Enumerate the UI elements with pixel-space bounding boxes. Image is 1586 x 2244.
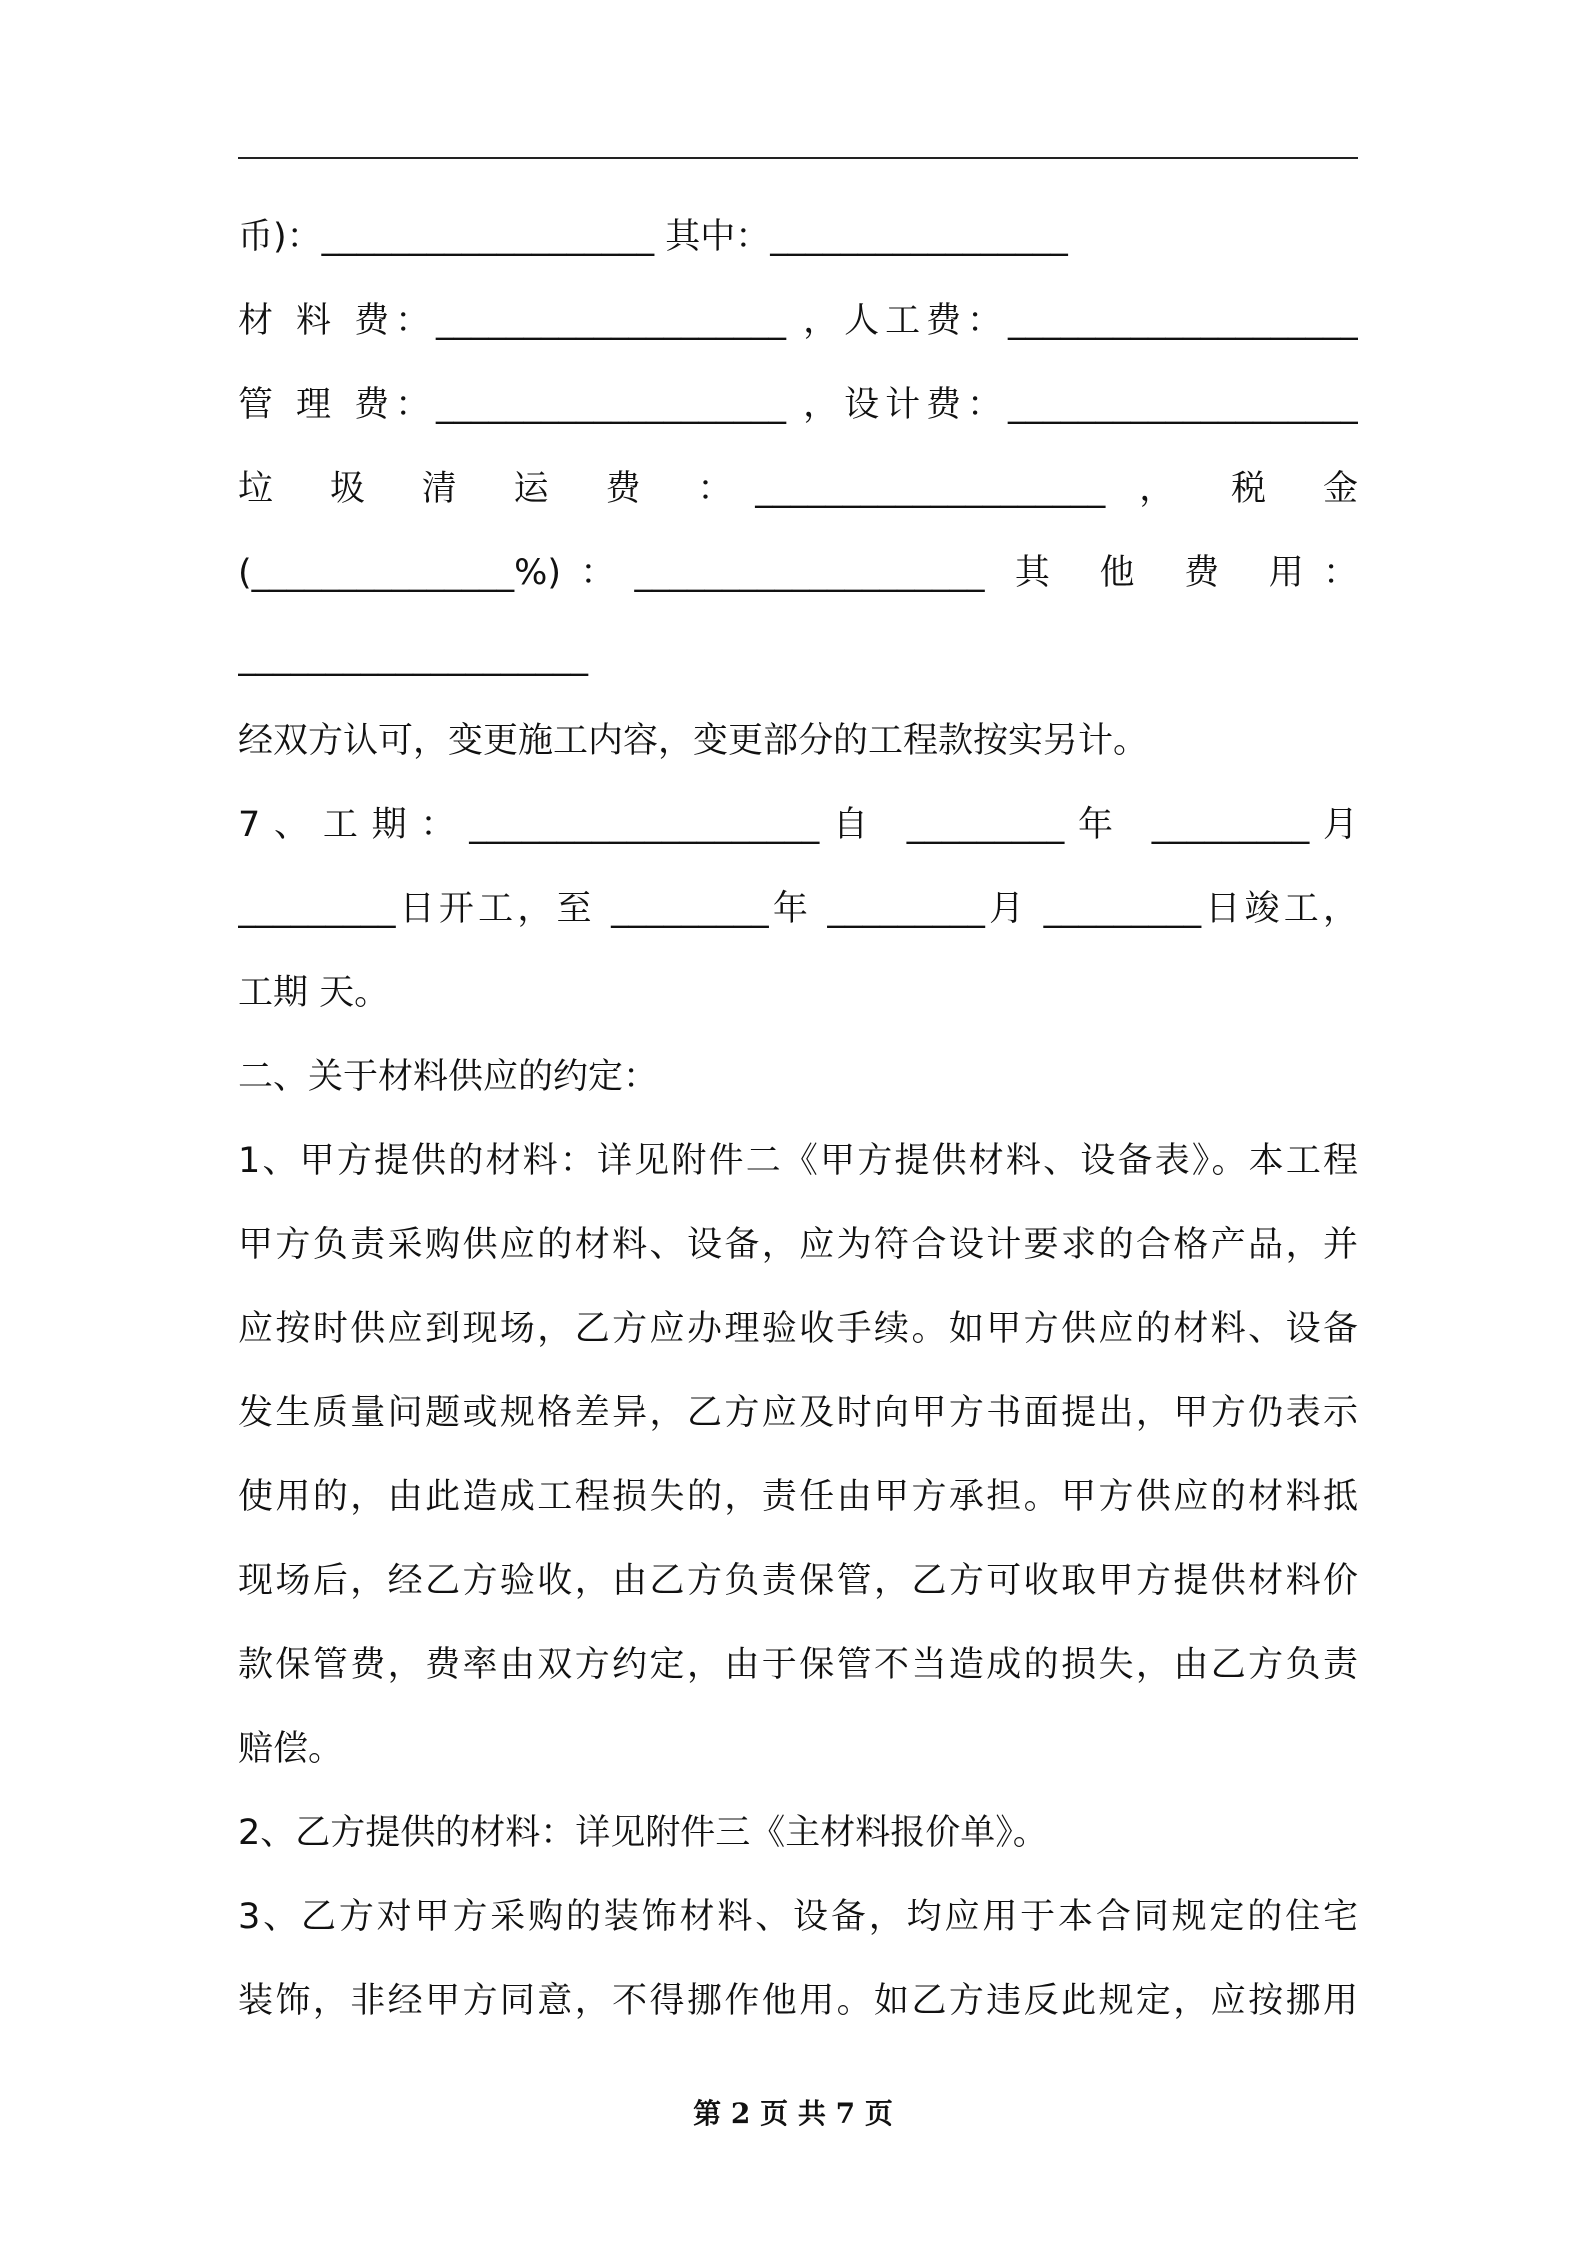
- text-line: 款保管费，费率由双方约定，由于保管不当造成的损失，由乙方负责: [238, 1645, 1358, 1685]
- text-line: 发生质量问题或规格差异，乙方应及时向甲方书面提出，甲方仍表示: [238, 1393, 1358, 1433]
- text-line: 材 料 费：____________________ ，人工费：____________________: [238, 301, 1358, 341]
- text-line: _________日开工，至 _________年 _________月 _________日竣工，: [238, 889, 1358, 929]
- text-line: ____________________: [238, 637, 588, 677]
- text-line: 2、乙方提供的材料：详见附件三《主材料报价单》。: [238, 1813, 1048, 1853]
- text-line: 工期 天。: [238, 973, 390, 1013]
- text-line: 币)：___________________ 其中：_________________: [238, 217, 1068, 257]
- text-line: 管 理 费：____________________ ，设计费：____________________: [238, 385, 1358, 425]
- text-line: 1、甲方提供的材料：详见附件二《甲方提供材料、设备表》。本工程: [238, 1141, 1358, 1181]
- section-heading: 二、关于材料供应的约定：: [238, 1057, 659, 1097]
- text-line: 3、乙方对甲方采购的装饰材料、设备，均应用于本合同规定的住宅: [238, 1897, 1358, 1937]
- text-line: 使用的，由此造成工程损失的，责任由甲方承担。甲方供应的材料抵: [238, 1477, 1358, 1517]
- text-line: 甲方负责采购供应的材料、设备，应为符合设计要求的合格产品，并: [238, 1225, 1358, 1265]
- text-line: 赔偿。: [238, 1729, 344, 1769]
- header-rule: [238, 157, 1358, 159]
- text-line: 现场后，经乙方验收，由乙方负责保管，乙方可收取甲方提供材料价: [238, 1561, 1358, 1601]
- text-line: (_______________%)：____________________ 其 他 费 用：: [238, 553, 1358, 593]
- document-body: [238, 195, 1358, 2043]
- text-line: 经双方认可，变更施工内容，变更部分的工程款按实另计。: [238, 721, 1149, 761]
- text-line: 垃 圾 清 运 费 ：____________________ ， 税 金: [238, 469, 1358, 509]
- text-line: 装饰，非经甲方同意，不得挪作他用。如乙方违反此规定，应按挪用: [238, 1981, 1358, 2021]
- text-line: 7、工期：____________________自 _________年 _________月: [238, 805, 1358, 845]
- page-footer: 第 2 页 共 7 页: [693, 2097, 893, 2130]
- text-line: 应按时供应到现场，乙方应办理验收手续。如甲方供应的材料、设备: [238, 1309, 1358, 1349]
